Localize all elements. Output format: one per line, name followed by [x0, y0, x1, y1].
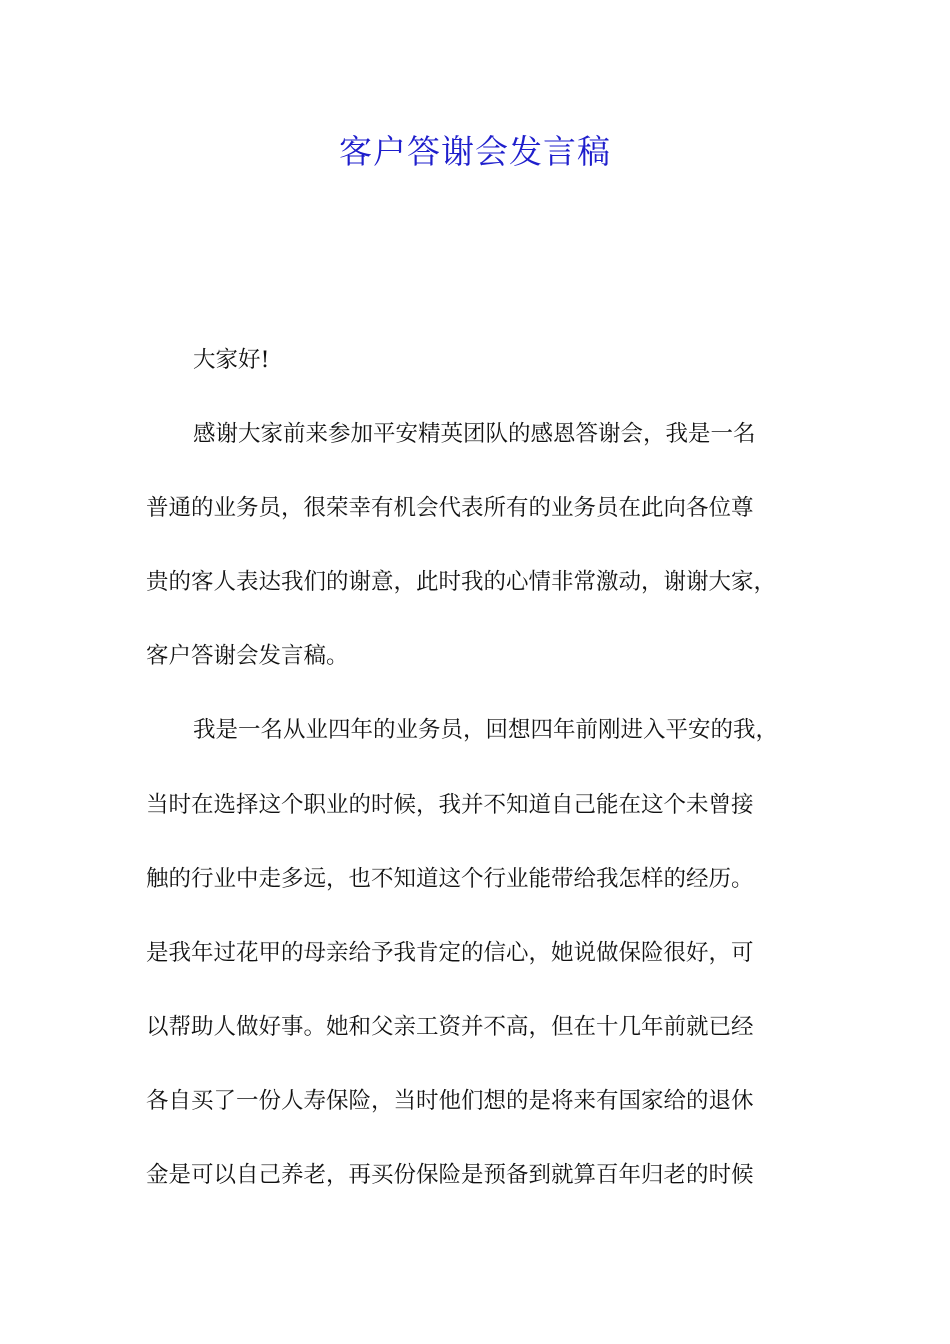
paragraph-line: 我是一名从业四年的业务员，回想四年前刚进入平安的我，	[193, 717, 779, 744]
paragraph-line: 当时在选择这个职业的时候，我并不知道自己能在这个未曾接	[146, 791, 754, 818]
paragraph-line: 贵的客人表达我们的谢意，此时我的心情非常激动，谢谢大家，	[146, 569, 777, 596]
paragraph-line: 客户答谢会发言稿。	[146, 643, 349, 670]
paragraph-line: 各自买了一份人寿保险，当时他们想的是将来有国家给的退休	[146, 1087, 754, 1114]
paragraph-line: 感谢大家前来参加平安精英团队的感恩答谢会，我是一名	[193, 421, 756, 448]
paragraph-line: 触的行业中走多远，也不知道这个行业能带给我怎样的经历。	[146, 865, 754, 892]
document-body	[146, 334, 821, 1223]
paragraph-line: 以帮助人做好事。她和父亲工资并不高，但在十几年前就已经	[146, 1013, 754, 1040]
paragraph-line: 金是可以自己养老，再买份保险是预备到就算百年归老的时候	[146, 1162, 754, 1189]
paragraph-greeting: 大家好!	[193, 347, 270, 373]
paragraph-line: 普通的业务员，很荣幸有机会代表所有的业务员在此向各位尊	[146, 495, 754, 522]
paragraph-line: 是我年过花甲的母亲给予我肯定的信心，她说做保险很好，可	[146, 939, 754, 966]
document-title: 客户答谢会发言稿	[339, 132, 611, 171]
